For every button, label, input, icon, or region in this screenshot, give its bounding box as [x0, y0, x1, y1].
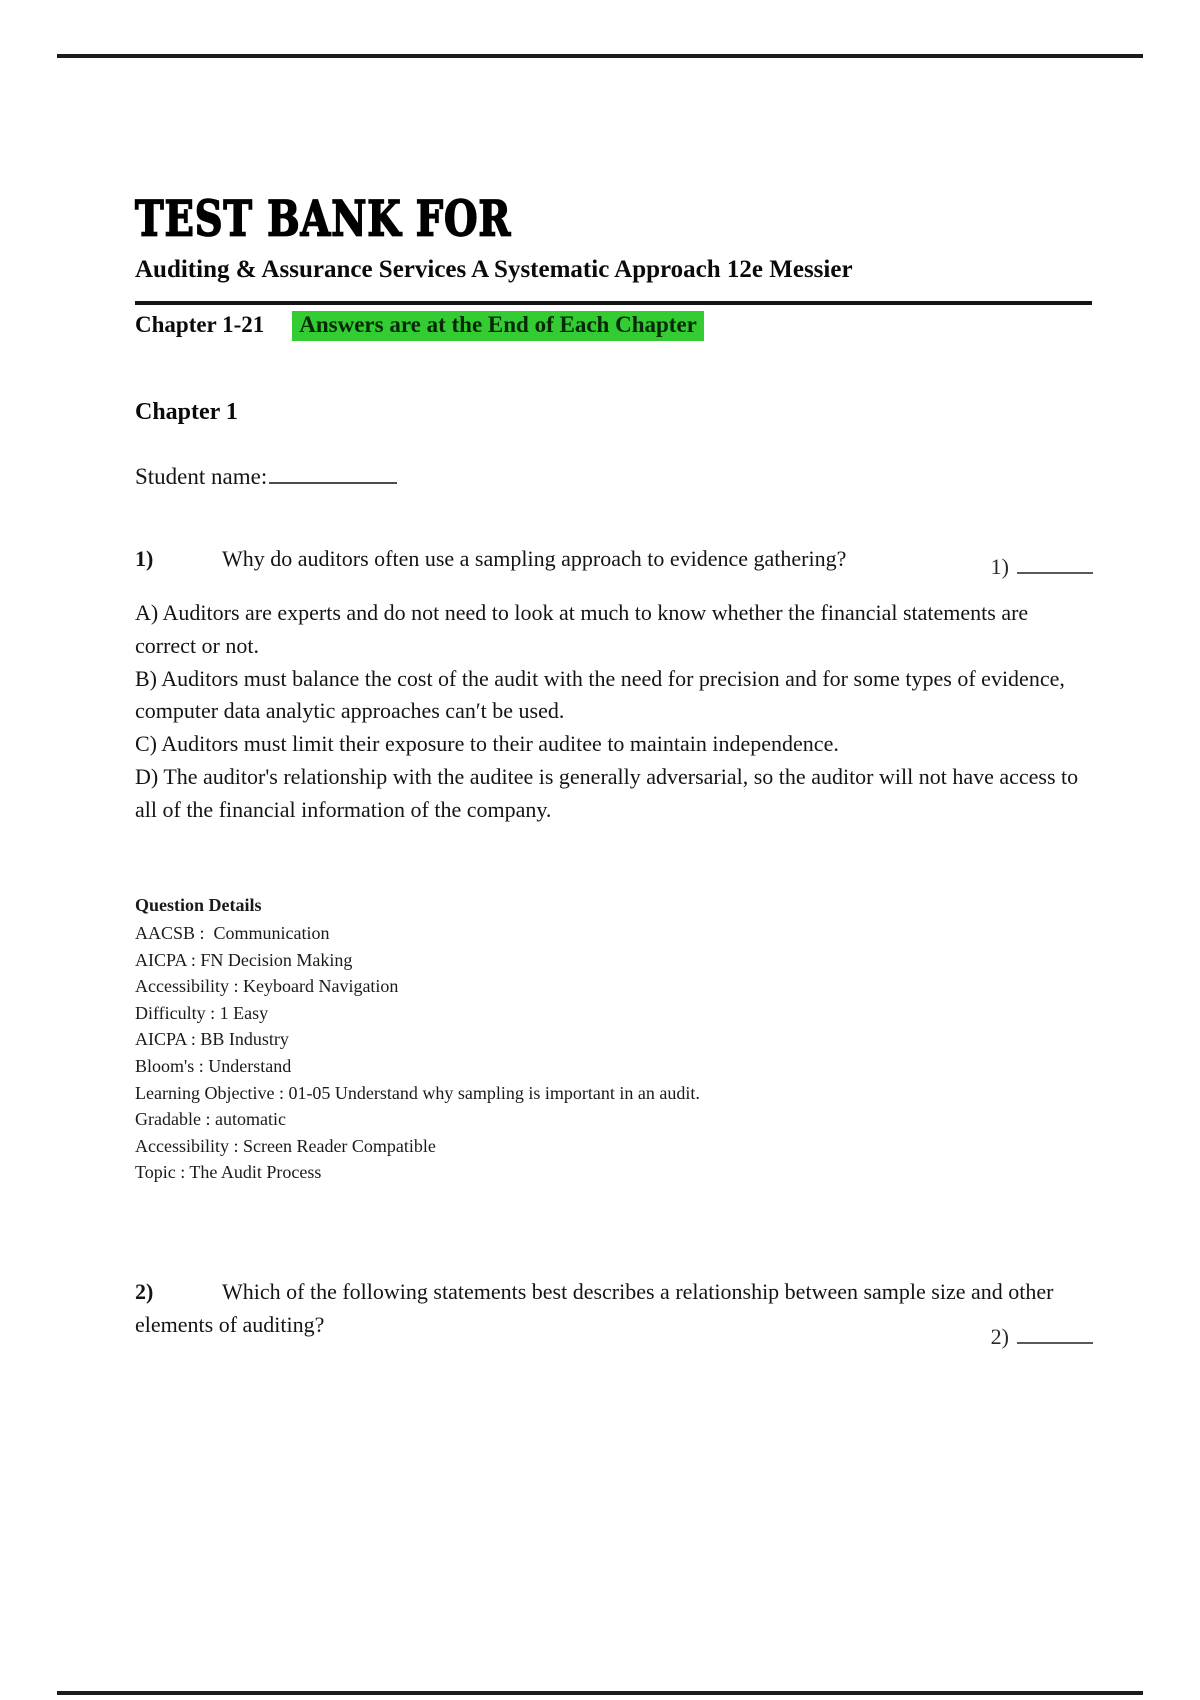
- page-top-rule: [57, 54, 1143, 58]
- chapter-range-label: Chapter 1-21: [135, 312, 265, 337]
- question-2-number: 2): [135, 1279, 154, 1304]
- question-2-text: Which of the following statements best describes a relationship between sample size and other elements of auditing?: [135, 1279, 1054, 1337]
- detail-blooms: Bloom's : Understand: [135, 1055, 292, 1076]
- question-1-options: [135, 597, 1087, 827]
- document-subtitle: Auditing & Assurance Services A Systematic Approach 12e Messier: [135, 256, 853, 283]
- question-details-heading: Question Details: [135, 895, 262, 915]
- detail-topic: Topic : The Audit Process: [135, 1162, 322, 1183]
- detail-difficulty: Difficulty : 1 Easy: [135, 1002, 269, 1023]
- question-1-text: Why do auditors often use a sampling approach to evidence gathering?: [222, 546, 847, 571]
- answers-note-highlight: Answers are at the End of Each Chapter: [292, 311, 704, 341]
- question-1-option-c: C) Auditors must limit their exposure to their auditee to maintain independence.: [135, 731, 839, 757]
- detail-aacsb: AACSB : Communication: [135, 923, 330, 943]
- question-1-details: [135, 893, 1035, 1186]
- question-2-answer-blank: [1017, 1319, 1093, 1344]
- question-1-number: 1): [135, 546, 154, 571]
- document-title: TEST BANK FOR: [135, 190, 512, 249]
- detail-accessibility-screen-reader: Accessibility : Screen Reader Compatible: [135, 1135, 436, 1156]
- question-1-option-b: B) Auditors must balance the cost of the audit with the need for precision and for some types of evidence, computer data analytic approaches can′t be used.: [135, 665, 1065, 724]
- page-bottom-rule: [57, 1691, 1143, 1695]
- title-divider-rule: [135, 301, 1092, 305]
- student-name-row: [135, 458, 397, 490]
- detail-accessibility-keyboard: Accessibility : Keyboard Navigation: [135, 976, 399, 997]
- student-name-label: Student name:: [135, 464, 268, 490]
- question-2-answer-ref-label: 2): [990, 1324, 1009, 1350]
- detail-aicpa-fn: AICPA : FN Decision Making: [135, 949, 353, 970]
- question-1-option-d: D) The auditor's relationship with the auditee is generally adversarial, so the auditor will not have access to all of the financial information of the company.: [135, 763, 1079, 822]
- question-2-answer-ref: [135, 1319, 1093, 1350]
- question-1-answer-blank: [1017, 549, 1093, 574]
- student-name-blank: [269, 458, 397, 484]
- chapter-heading: Chapter 1: [135, 399, 238, 425]
- question-1-answer-ref: [135, 549, 1093, 580]
- chapter-range-row: [135, 311, 704, 341]
- detail-learning-objective: Learning Objective : 01-05 Understand why sampling is important in an audit.: [135, 1082, 700, 1103]
- detail-aicpa-bb: AICPA : BB Industry: [135, 1029, 289, 1050]
- detail-gradable: Gradable : automatic: [135, 1109, 286, 1130]
- question-1-answer-ref-label: 1): [990, 554, 1009, 580]
- question-1-option-a: A) Auditors are experts and do not need to look at much to know whether the financial statements are correct or not.: [135, 600, 1029, 658]
